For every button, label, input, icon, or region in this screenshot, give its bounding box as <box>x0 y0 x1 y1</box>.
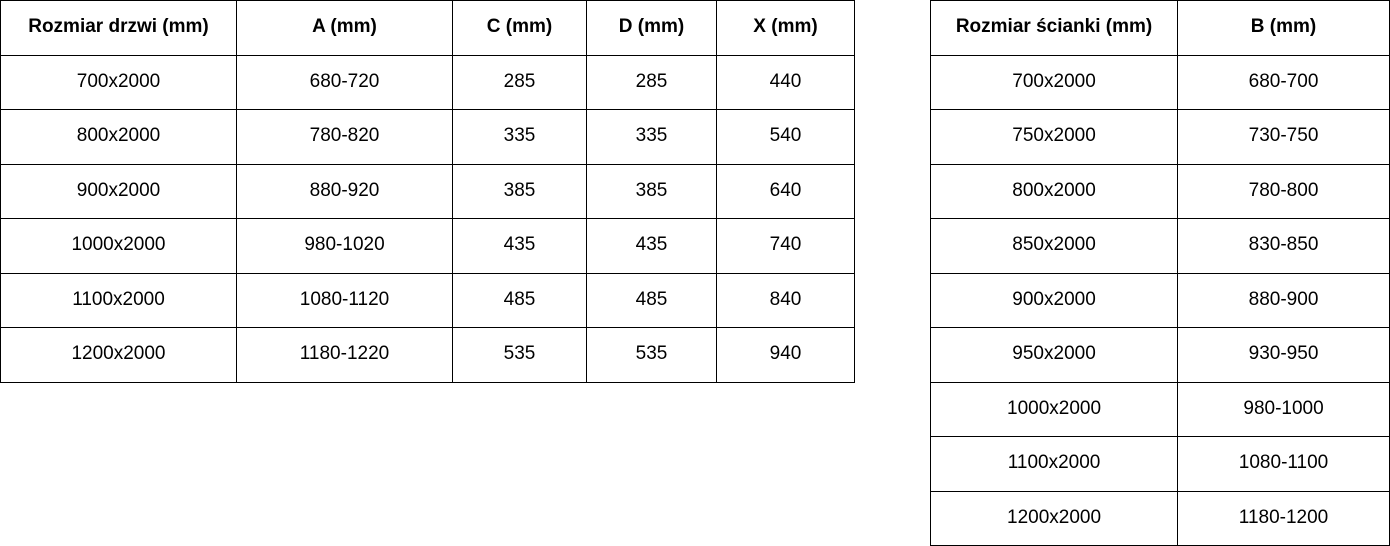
table-row <box>1 110 855 165</box>
cell-a: 680-720 <box>237 55 453 110</box>
wall-dimensions-table <box>930 0 1390 546</box>
doors-dimensions-table <box>0 0 855 383</box>
table-row <box>931 273 1390 328</box>
table-row <box>931 328 1390 383</box>
cell-c: 285 <box>453 55 587 110</box>
cell-wall-size: 950x2000 <box>931 328 1178 383</box>
column-header-wall-size: Rozmiar ścianki (mm) <box>931 1 1178 56</box>
cell-b: 680-700 <box>1178 55 1390 110</box>
cell-d: 485 <box>587 273 717 328</box>
table-row <box>931 437 1390 492</box>
cell-a: 780-820 <box>237 110 453 165</box>
wall-table-header <box>931 1 1390 56</box>
doors-table-header <box>1 1 855 56</box>
cell-c: 435 <box>453 219 587 274</box>
cell-x: 840 <box>717 273 855 328</box>
cell-wall-size: 1000x2000 <box>931 382 1178 437</box>
cell-wall-size: 800x2000 <box>931 164 1178 219</box>
cell-wall-size: 850x2000 <box>931 219 1178 274</box>
cell-c: 535 <box>453 328 587 383</box>
cell-wall-size: 1100x2000 <box>931 437 1178 492</box>
cell-wall-size: 700x2000 <box>931 55 1178 110</box>
cell-d: 335 <box>587 110 717 165</box>
cell-x: 540 <box>717 110 855 165</box>
table-row <box>931 491 1390 546</box>
table-header-row <box>931 1 1390 56</box>
cell-a: 980-1020 <box>237 219 453 274</box>
column-header-door-size: Rozmiar drzwi (mm) <box>1 1 237 56</box>
column-header-b: B (mm) <box>1178 1 1390 56</box>
table-row <box>1 273 855 328</box>
cell-c: 335 <box>453 110 587 165</box>
cell-c: 385 <box>453 164 587 219</box>
table-row <box>931 164 1390 219</box>
cell-x: 740 <box>717 219 855 274</box>
cell-c: 485 <box>453 273 587 328</box>
table-row <box>1 219 855 274</box>
column-header-d: D (mm) <box>587 1 717 56</box>
cell-door-size: 900x2000 <box>1 164 237 219</box>
doors-table-body <box>1 55 855 382</box>
cell-a: 1080-1120 <box>237 273 453 328</box>
cell-door-size: 1000x2000 <box>1 219 237 274</box>
cell-b: 730-750 <box>1178 110 1390 165</box>
cell-b: 780-800 <box>1178 164 1390 219</box>
cell-a: 880-920 <box>237 164 453 219</box>
cell-d: 285 <box>587 55 717 110</box>
cell-b: 930-950 <box>1178 328 1390 383</box>
table-row <box>1 55 855 110</box>
cell-x: 440 <box>717 55 855 110</box>
cell-door-size: 700x2000 <box>1 55 237 110</box>
column-header-x: X (mm) <box>717 1 855 56</box>
column-header-c: C (mm) <box>453 1 587 56</box>
cell-d: 535 <box>587 328 717 383</box>
cell-b: 1180-1200 <box>1178 491 1390 546</box>
cell-door-size: 1200x2000 <box>1 328 237 383</box>
table-header-row <box>1 1 855 56</box>
cell-d: 435 <box>587 219 717 274</box>
cell-door-size: 800x2000 <box>1 110 237 165</box>
table-row <box>931 382 1390 437</box>
wall-table-body <box>931 55 1390 546</box>
table-row <box>1 328 855 383</box>
table-row <box>931 55 1390 110</box>
cell-wall-size: 750x2000 <box>931 110 1178 165</box>
cell-x: 940 <box>717 328 855 383</box>
cell-d: 385 <box>587 164 717 219</box>
cell-b: 880-900 <box>1178 273 1390 328</box>
cell-b: 980-1000 <box>1178 382 1390 437</box>
cell-b: 830-850 <box>1178 219 1390 274</box>
cell-a: 1180-1220 <box>237 328 453 383</box>
table-row <box>1 164 855 219</box>
table-row <box>931 219 1390 274</box>
column-header-a: A (mm) <box>237 1 453 56</box>
cell-x: 640 <box>717 164 855 219</box>
table-row <box>931 110 1390 165</box>
cell-wall-size: 900x2000 <box>931 273 1178 328</box>
cell-door-size: 1100x2000 <box>1 273 237 328</box>
cell-b: 1080-1100 <box>1178 437 1390 492</box>
cell-wall-size: 1200x2000 <box>931 491 1178 546</box>
